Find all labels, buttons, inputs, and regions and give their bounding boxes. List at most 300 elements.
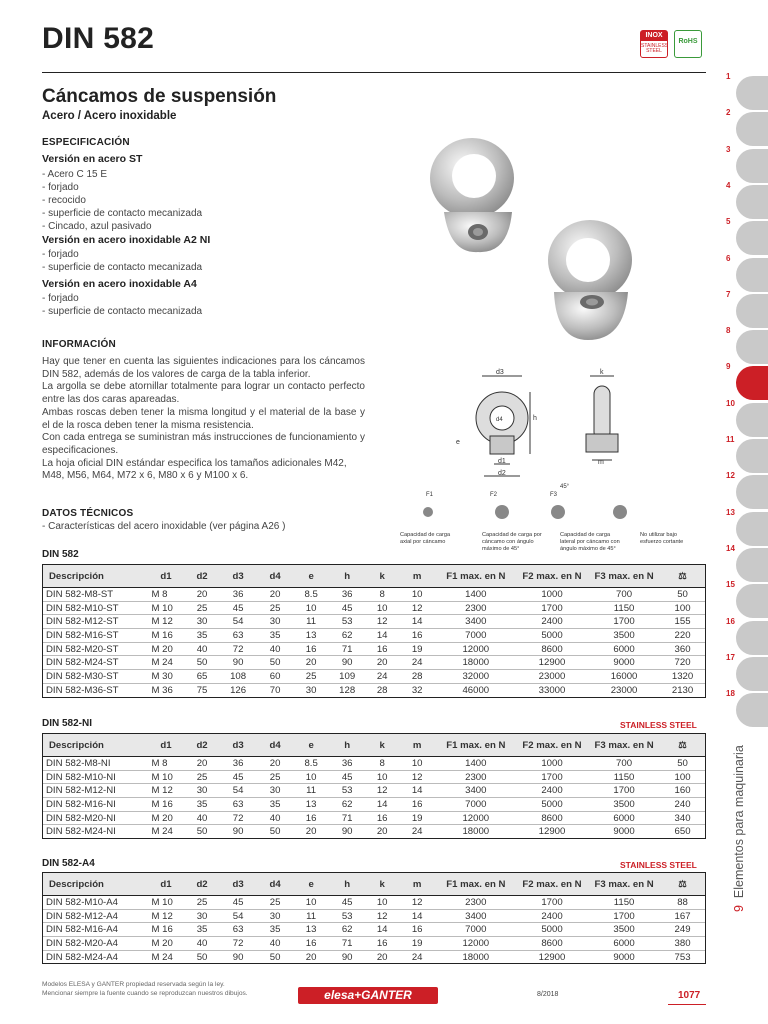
table-cell: 53 bbox=[329, 784, 366, 798]
table-cell: DIN 582-M12-ST bbox=[43, 615, 148, 629]
table-cell: 650 bbox=[660, 825, 705, 839]
chapter-tab-icon[interactable] bbox=[736, 221, 768, 255]
table-cell: 90 bbox=[329, 825, 366, 839]
product-subtitle: Cáncamos de suspensión bbox=[42, 86, 277, 107]
table-cell: 90 bbox=[220, 825, 257, 839]
angle-label: 45° bbox=[560, 484, 570, 490]
table-cell: 3500 bbox=[588, 629, 660, 643]
table-cell: 19 bbox=[399, 937, 436, 951]
table-row bbox=[43, 757, 706, 771]
table-cell: 8.5 bbox=[294, 588, 329, 602]
force-f3: F3 bbox=[550, 492, 558, 498]
column-header: Descripción bbox=[43, 734, 148, 757]
table-cell: 12 bbox=[366, 615, 399, 629]
chapter-tab-icon[interactable] bbox=[736, 657, 768, 691]
table-cell: M 8 bbox=[148, 588, 185, 602]
dim-k: k bbox=[600, 369, 604, 376]
eyebolt-photo bbox=[420, 134, 540, 254]
table-cell: 8.5 bbox=[294, 757, 329, 771]
table-cell: 24 bbox=[399, 825, 436, 839]
table-cell: 5000 bbox=[516, 798, 588, 812]
table-a4-tag: STAINLESS STEEL bbox=[620, 860, 697, 870]
table-cell: 14 bbox=[399, 909, 436, 923]
table-cell: 5000 bbox=[516, 629, 588, 643]
table-cell: 35 bbox=[257, 923, 294, 937]
table-cell: 45 bbox=[220, 601, 257, 615]
table-cell: 60 bbox=[257, 670, 294, 684]
table-cell: 75 bbox=[185, 683, 220, 697]
chapter-tab-icon[interactable] bbox=[736, 258, 768, 292]
table-cell: 54 bbox=[220, 784, 257, 798]
table-cell: 128 bbox=[329, 683, 366, 697]
column-header: d4 bbox=[257, 734, 294, 757]
chapter-number[interactable]: 14 bbox=[726, 543, 735, 553]
table-cell: 71 bbox=[329, 811, 366, 825]
table-row bbox=[43, 683, 706, 697]
table-cell: 340 bbox=[660, 811, 705, 825]
chapter-number[interactable]: 1 bbox=[726, 72, 731, 81]
spec-list-item: - Cincado, azul pasivado bbox=[42, 221, 152, 232]
table-cell: 2130 bbox=[660, 683, 705, 697]
brand-logo: elesa+GANTER bbox=[298, 987, 438, 1004]
table-cell: 1150 bbox=[588, 896, 660, 910]
table-cell: 54 bbox=[220, 615, 257, 629]
table-cell: 70 bbox=[257, 683, 294, 697]
table-cell: 24 bbox=[399, 656, 436, 670]
chapter-number[interactable]: 18 bbox=[726, 689, 735, 699]
dim-h: h bbox=[533, 415, 537, 422]
table-cell: 16 bbox=[399, 629, 436, 643]
spec-v3-title: Versión en acero inoxidable A4 bbox=[42, 278, 197, 290]
table-cell: 50 bbox=[257, 825, 294, 839]
table-cell: 12 bbox=[366, 784, 399, 798]
column-header: d3 bbox=[220, 734, 257, 757]
column-header: e bbox=[294, 873, 329, 896]
column-header: F2 max. en N bbox=[516, 734, 588, 757]
spec-list-item: - Acero C 15 E bbox=[42, 169, 108, 180]
table-cell: 1400 bbox=[436, 588, 516, 602]
table-cell: 8 bbox=[366, 757, 399, 771]
chapter-tab-icon[interactable] bbox=[736, 149, 768, 183]
chapter-number[interactable]: 10 bbox=[726, 398, 735, 408]
table-cell: 14 bbox=[399, 784, 436, 798]
table-cell: 19 bbox=[399, 642, 436, 656]
inox-badge bbox=[640, 30, 668, 58]
table-cell: 12 bbox=[366, 909, 399, 923]
dim-d2: d2 bbox=[498, 470, 506, 477]
table-cell: M 16 bbox=[148, 798, 185, 812]
table-cell: 12 bbox=[399, 601, 436, 615]
table-row bbox=[43, 811, 706, 825]
spec-list-item: - forjado bbox=[42, 249, 79, 260]
chapter-number[interactable]: 17 bbox=[726, 652, 735, 662]
table-cell: DIN 582-M8-ST bbox=[43, 588, 148, 602]
specification-section bbox=[42, 137, 210, 318]
table-cell: 3500 bbox=[588, 798, 660, 812]
chapter-tab-icon[interactable] bbox=[736, 475, 768, 509]
table-cell: 700 bbox=[588, 588, 660, 602]
chapter-number[interactable]: 8 bbox=[726, 326, 731, 336]
table-cell: 54 bbox=[220, 909, 257, 923]
table-cell: 45 bbox=[220, 896, 257, 910]
table-cell: 19 bbox=[399, 811, 436, 825]
spec-v2-list bbox=[42, 248, 210, 274]
table-cell: 2300 bbox=[436, 770, 516, 784]
spec-v1-title: Versión en acero ST bbox=[42, 153, 143, 165]
dim-m: m bbox=[598, 459, 604, 466]
column-header: F1 max. en N bbox=[436, 734, 516, 757]
product-material: Acero / Acero inoxidable bbox=[42, 110, 177, 122]
table-cell: 35 bbox=[185, 923, 220, 937]
chapter-tab-icon[interactable] bbox=[736, 621, 768, 655]
table-cell: 40 bbox=[257, 937, 294, 951]
table-cell: 45 bbox=[329, 770, 366, 784]
table-cell: M 20 bbox=[148, 811, 185, 825]
table-cell: 249 bbox=[660, 923, 705, 937]
table-cell: 13 bbox=[294, 629, 329, 643]
chapter-number[interactable]: 4 bbox=[726, 180, 731, 190]
table-cell: 720 bbox=[660, 656, 705, 670]
table-cell: 3400 bbox=[436, 615, 516, 629]
table-cell: 50 bbox=[185, 825, 220, 839]
table-cell: M 10 bbox=[148, 770, 185, 784]
table-cell: 9000 bbox=[588, 825, 660, 839]
table-cell: 7000 bbox=[436, 798, 516, 812]
table-cell: 100 bbox=[660, 601, 705, 615]
footer-note bbox=[42, 981, 248, 998]
table-cell: 50 bbox=[660, 588, 705, 602]
table-row bbox=[43, 642, 706, 656]
table-cell: 62 bbox=[329, 629, 366, 643]
table-cell: 155 bbox=[660, 615, 705, 629]
table-row bbox=[43, 629, 706, 643]
table-cell: 16 bbox=[366, 937, 399, 951]
table-cell: 100 bbox=[660, 770, 705, 784]
table-cell: 16 bbox=[399, 798, 436, 812]
table-cell: 18000 bbox=[436, 825, 516, 839]
vertical-chapter-num: 9 bbox=[732, 905, 746, 912]
table-cell: 11 bbox=[294, 909, 329, 923]
table-cell: M 12 bbox=[148, 909, 185, 923]
table-cell: M 20 bbox=[148, 937, 185, 951]
table-cell: DIN 582-M20-A4 bbox=[43, 937, 148, 951]
chapter-tab-icon[interactable] bbox=[736, 366, 768, 400]
chapter-number[interactable]: 12 bbox=[726, 471, 735, 481]
column-header: d3 bbox=[220, 565, 257, 588]
force-f1: F1 bbox=[426, 492, 434, 498]
table-cell: 36 bbox=[329, 757, 366, 771]
table-cell: 62 bbox=[329, 798, 366, 812]
table-cell: 36 bbox=[220, 588, 257, 602]
info-p2: La argolla se debe atornillar totalmente para lograr un contacto perfecto entre las dos caras apareadas. bbox=[42, 381, 365, 406]
table-cell: 12000 bbox=[436, 811, 516, 825]
table-cell: 8600 bbox=[516, 811, 588, 825]
table-ni bbox=[42, 733, 706, 839]
table-row bbox=[43, 784, 706, 798]
footer-date: 8/2018 bbox=[537, 991, 559, 998]
table-cell: DIN 582-M10-NI bbox=[43, 770, 148, 784]
table-cell: 1700 bbox=[588, 909, 660, 923]
spec-list-item: - forjado bbox=[42, 182, 79, 193]
table-cell: 36 bbox=[329, 588, 366, 602]
table-cell: 16000 bbox=[588, 670, 660, 684]
chapter-number[interactable]: 5 bbox=[726, 217, 731, 227]
table-cell: 6000 bbox=[588, 937, 660, 951]
footer-line1: Modelos ELESA y GANTER propiedad reservada según la ley. bbox=[42, 981, 225, 988]
table-cell: 30 bbox=[294, 683, 329, 697]
table-cell: 11 bbox=[294, 615, 329, 629]
info-p5: La hoja oficial DIN estándar especifica los tamaños adicionales M42, M48, M56, M64, M72 x 6, M80 x 6 y M100 x 6. bbox=[42, 457, 347, 482]
table-row bbox=[43, 770, 706, 784]
column-header: d4 bbox=[257, 873, 294, 896]
column-header: Descripción bbox=[43, 565, 148, 588]
table-row bbox=[43, 909, 706, 923]
table-cell: 360 bbox=[660, 642, 705, 656]
table-cell: 13 bbox=[294, 923, 329, 937]
table-cell: 50 bbox=[660, 757, 705, 771]
caption-axial: Capacidad de carga axial por cáncamo bbox=[400, 532, 451, 545]
table-cell: 63 bbox=[220, 923, 257, 937]
page-number-underline bbox=[668, 1004, 706, 1005]
table-ni-label: DIN 582-NI bbox=[42, 718, 93, 729]
table-cell: DIN 582-M16-A4 bbox=[43, 923, 148, 937]
table-cell: 2300 bbox=[436, 896, 516, 910]
table-cell: 28 bbox=[399, 670, 436, 684]
table-cell: 8600 bbox=[516, 642, 588, 656]
table-cell: 6000 bbox=[588, 811, 660, 825]
page-title: DIN 582 bbox=[42, 22, 155, 55]
table-cell: 10 bbox=[366, 896, 399, 910]
table-cell: 18000 bbox=[436, 656, 516, 670]
datos-line: - Características del acero inoxidable (ver página A26 ) bbox=[42, 521, 286, 532]
table-cell: M 16 bbox=[148, 923, 185, 937]
table-cell: 16 bbox=[399, 923, 436, 937]
table-row bbox=[43, 798, 706, 812]
table-cell: 700 bbox=[588, 757, 660, 771]
table-cell: 10 bbox=[399, 588, 436, 602]
chapter-number[interactable]: 15 bbox=[726, 580, 735, 590]
force-f2: F2 bbox=[490, 492, 498, 498]
column-header: h bbox=[329, 734, 366, 757]
chapter-tab-icon[interactable] bbox=[736, 512, 768, 546]
chapter-tab-icon[interactable] bbox=[736, 693, 768, 727]
column-header: F1 max. en N bbox=[436, 565, 516, 588]
table-cell: 23000 bbox=[588, 683, 660, 697]
table-cell: 1700 bbox=[588, 615, 660, 629]
column-header: d2 bbox=[185, 734, 220, 757]
table-cell: DIN 582-M10-A4 bbox=[43, 896, 148, 910]
table-cell: 12900 bbox=[516, 950, 588, 964]
table-cell: DIN 582-M10-ST bbox=[43, 601, 148, 615]
table-cell: 20 bbox=[294, 656, 329, 670]
chapter-tab-icon[interactable] bbox=[736, 403, 768, 437]
column-header: k bbox=[366, 734, 399, 757]
spec-list-item: - recocido bbox=[42, 195, 86, 206]
table-cell: 90 bbox=[329, 656, 366, 670]
table-cell: 40 bbox=[257, 811, 294, 825]
table-cell: 16 bbox=[294, 937, 329, 951]
column-header: F1 max. en N bbox=[436, 873, 516, 896]
chapter-tab-icon[interactable] bbox=[736, 294, 768, 328]
table-row bbox=[43, 825, 706, 839]
table-cell: 71 bbox=[329, 642, 366, 656]
chapter-tab-icon[interactable] bbox=[736, 112, 768, 146]
table-cell: M 24 bbox=[148, 825, 185, 839]
column-header: k bbox=[366, 565, 399, 588]
table-cell: 24 bbox=[399, 950, 436, 964]
table-cell: 1700 bbox=[516, 896, 588, 910]
table-cell: 25 bbox=[294, 670, 329, 684]
column-header: e bbox=[294, 565, 329, 588]
spec-v1-list bbox=[42, 168, 210, 233]
table-row bbox=[43, 656, 706, 670]
table-cell: 36 bbox=[220, 757, 257, 771]
chapter-number[interactable]: 2 bbox=[726, 108, 731, 118]
table-cell: 25 bbox=[185, 601, 220, 615]
table-cell: 30 bbox=[257, 615, 294, 629]
chapter-number[interactable]: 11 bbox=[726, 435, 735, 444]
table-cell: 7000 bbox=[436, 923, 516, 937]
table-cell: 3500 bbox=[588, 923, 660, 937]
table-cell: 10 bbox=[294, 770, 329, 784]
chapter-number[interactable]: 3 bbox=[726, 144, 731, 154]
table-cell: 3400 bbox=[436, 784, 516, 798]
dim-d1: d1 bbox=[498, 458, 506, 465]
column-header: d2 bbox=[185, 873, 220, 896]
table-cell: 14 bbox=[399, 615, 436, 629]
table-cell: 1700 bbox=[516, 770, 588, 784]
table-cell: M 10 bbox=[148, 601, 185, 615]
chapter-number[interactable]: 9 bbox=[726, 362, 731, 372]
column-header: h bbox=[329, 873, 366, 896]
table-cell: 108 bbox=[220, 670, 257, 684]
table-cell: 50 bbox=[185, 950, 220, 964]
table-cell: DIN 582-M12-NI bbox=[43, 784, 148, 798]
eyebolt-photo-2 bbox=[532, 218, 642, 343]
column-header: d2 bbox=[185, 565, 220, 588]
table-cell: 2400 bbox=[516, 784, 588, 798]
chapter-number[interactable]: 7 bbox=[726, 289, 731, 299]
table-cell: 1700 bbox=[588, 784, 660, 798]
table-cell: DIN 582-M20-NI bbox=[43, 811, 148, 825]
technical-drawing bbox=[426, 368, 692, 558]
table-cell: 20 bbox=[257, 588, 294, 602]
caption-angle: Capacidad de carga por cáncamo con ángulo máximo de 45° bbox=[482, 532, 542, 552]
table-cell: DIN 582-M8-NI bbox=[43, 757, 148, 771]
table-cell: 2400 bbox=[516, 615, 588, 629]
table-row bbox=[43, 937, 706, 951]
chapter-number[interactable]: 16 bbox=[726, 616, 735, 626]
table-cell: M 16 bbox=[148, 629, 185, 643]
table-cell: 10 bbox=[294, 601, 329, 615]
column-header: F3 max. en N bbox=[588, 734, 660, 757]
chapter-tab-icon[interactable] bbox=[736, 76, 768, 110]
table-cell: 167 bbox=[660, 909, 705, 923]
table-cell: 126 bbox=[220, 683, 257, 697]
table-cell: 30 bbox=[185, 615, 220, 629]
dim-d3: d3 bbox=[496, 369, 504, 376]
table-cell: 20 bbox=[294, 950, 329, 964]
chapter-number[interactable]: 6 bbox=[726, 253, 731, 263]
table-cell: 30 bbox=[185, 909, 220, 923]
table-cell: 12900 bbox=[516, 656, 588, 670]
table-cell: 71 bbox=[329, 937, 366, 951]
column-header: h bbox=[329, 565, 366, 588]
table-cell: 12000 bbox=[436, 937, 516, 951]
table-cell: 3400 bbox=[436, 909, 516, 923]
table-cell: DIN 582-M16-ST bbox=[43, 629, 148, 643]
table-row bbox=[43, 896, 706, 910]
table-cell: 32 bbox=[399, 683, 436, 697]
table-cell: 20 bbox=[366, 825, 399, 839]
table-cell: 45 bbox=[220, 770, 257, 784]
table-cell: 20 bbox=[185, 757, 220, 771]
chapter-tab-icon[interactable] bbox=[736, 548, 768, 582]
dim-d4: d4 bbox=[496, 417, 503, 423]
column-header: k bbox=[366, 873, 399, 896]
column-header: Descripción bbox=[43, 873, 148, 896]
column-header: ⚖ bbox=[660, 734, 705, 757]
table-st bbox=[42, 564, 706, 698]
table-cell: 50 bbox=[257, 656, 294, 670]
table-cell: 20 bbox=[366, 656, 399, 670]
datos-line-text: Características del acero inoxidable (ver página A26 ) bbox=[48, 521, 286, 532]
chapter-tab-icon[interactable] bbox=[736, 439, 768, 473]
table-cell: 63 bbox=[220, 629, 257, 643]
table-cell: 12000 bbox=[436, 642, 516, 656]
table-cell: 65 bbox=[185, 670, 220, 684]
spec-v3-list bbox=[42, 292, 210, 318]
table-cell: 88 bbox=[660, 896, 705, 910]
chapter-tab-icon[interactable] bbox=[736, 330, 768, 364]
table-cell: 8600 bbox=[516, 937, 588, 951]
table-cell: M 30 bbox=[148, 670, 185, 684]
chapter-number[interactable]: 13 bbox=[726, 507, 735, 517]
chapter-tab-icon[interactable] bbox=[736, 185, 768, 219]
table-cell: 10 bbox=[366, 601, 399, 615]
table-cell: M 12 bbox=[148, 615, 185, 629]
table-cell: M 10 bbox=[148, 896, 185, 910]
table-cell: 20 bbox=[294, 825, 329, 839]
table-cell: 1700 bbox=[516, 601, 588, 615]
table-cell: 35 bbox=[185, 798, 220, 812]
column-header: d1 bbox=[148, 734, 185, 757]
table-cell: 16 bbox=[294, 811, 329, 825]
caption-shear: No utilizar bajo esfuerzo cortante bbox=[640, 532, 684, 545]
table-cell: 23000 bbox=[516, 670, 588, 684]
table-cell: 9000 bbox=[588, 950, 660, 964]
column-header: m bbox=[399, 734, 436, 757]
info-p1: Hay que tener en cuenta las siguientes indicaciones para los cáncamos DIN 582, además de los valores de carga de la tabla inferior. bbox=[42, 356, 365, 380]
table-cell: 25 bbox=[257, 601, 294, 615]
table-cell: DIN 582-M16-NI bbox=[43, 798, 148, 812]
table-cell: 53 bbox=[329, 909, 366, 923]
table-cell: 2300 bbox=[436, 601, 516, 615]
table-cell: 25 bbox=[185, 770, 220, 784]
table-cell: 12 bbox=[399, 770, 436, 784]
table-cell: M 20 bbox=[148, 642, 185, 656]
chapter-tab-icon[interactable] bbox=[736, 584, 768, 618]
header-divider bbox=[42, 72, 706, 73]
spec-list-item: - superficie de contacto mecanizada bbox=[42, 306, 203, 317]
table-cell: 25 bbox=[185, 896, 220, 910]
inox-label: INOX bbox=[641, 31, 667, 41]
table-a4-label: DIN 582-A4 bbox=[42, 858, 95, 869]
table-cell: 50 bbox=[185, 656, 220, 670]
rohs-badge: RoHS bbox=[674, 30, 702, 58]
table-st-label: DIN 582 bbox=[42, 549, 79, 560]
table-cell: 8 bbox=[366, 588, 399, 602]
